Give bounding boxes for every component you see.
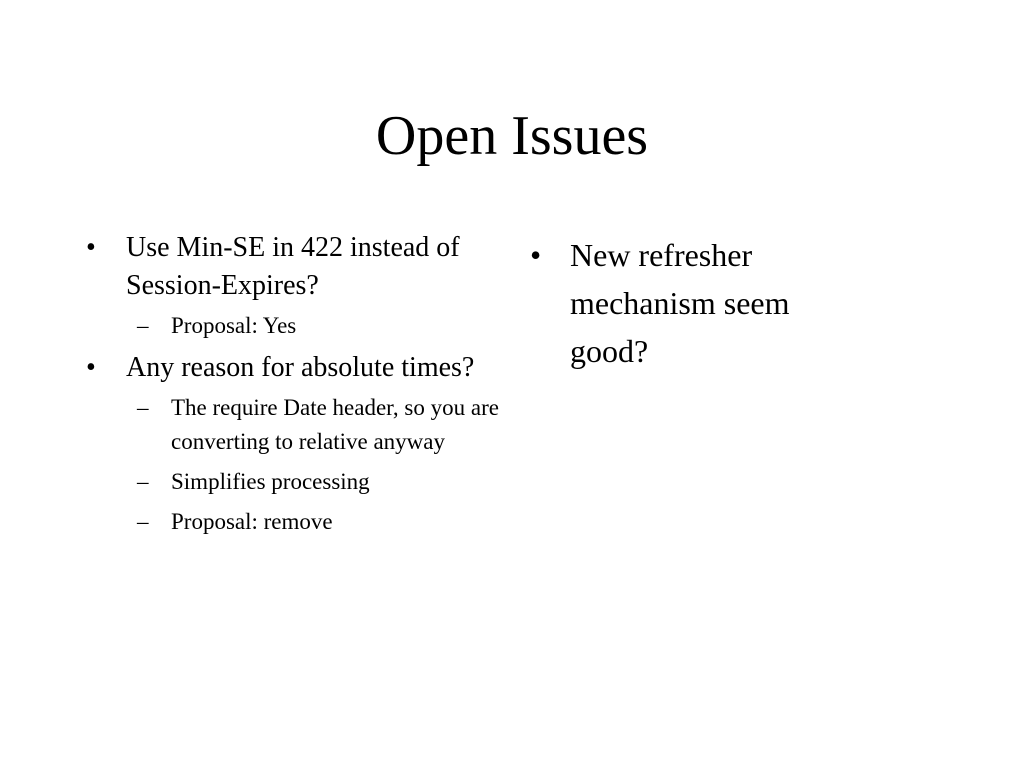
sub-bullet-text: Proposal: remove bbox=[171, 509, 333, 534]
sub-bullet-item bbox=[126, 505, 506, 539]
bullet-item bbox=[86, 229, 506, 343]
bullet-item bbox=[530, 231, 870, 375]
bullet-marker: • bbox=[86, 232, 96, 263]
sub-bullet-item bbox=[126, 391, 506, 459]
sub-bullet-list bbox=[126, 309, 506, 343]
sub-bullet-marker: – bbox=[137, 469, 149, 494]
bullet-text: Use Min-SE in 422 instead of Session-Expires? bbox=[126, 232, 460, 301]
bullet-marker: • bbox=[86, 352, 96, 383]
sub-bullet-text: Simplifies processing bbox=[171, 469, 370, 494]
sub-bullet-text: The require Date header, so you are converting to relative anyway bbox=[171, 395, 499, 454]
sub-bullet-item bbox=[126, 309, 506, 343]
sub-bullet-text: Proposal: Yes bbox=[171, 313, 297, 338]
bullet-item bbox=[86, 349, 506, 539]
right-bullet-list bbox=[530, 231, 870, 375]
sub-bullet-list bbox=[126, 391, 506, 539]
sub-bullet-marker: – bbox=[137, 395, 149, 420]
sub-bullet-marker: – bbox=[137, 313, 149, 338]
slide-title: Open Issues bbox=[375, 105, 649, 167]
bullet-marker: • bbox=[530, 237, 542, 273]
sub-bullet-item bbox=[126, 465, 506, 499]
sub-bullet-marker: – bbox=[137, 509, 149, 534]
bullet-text: Any reason for absolute times? bbox=[126, 352, 475, 383]
left-bullet-list bbox=[86, 229, 506, 545]
bullet-text: New refresher mechanism seem good? bbox=[570, 237, 790, 369]
